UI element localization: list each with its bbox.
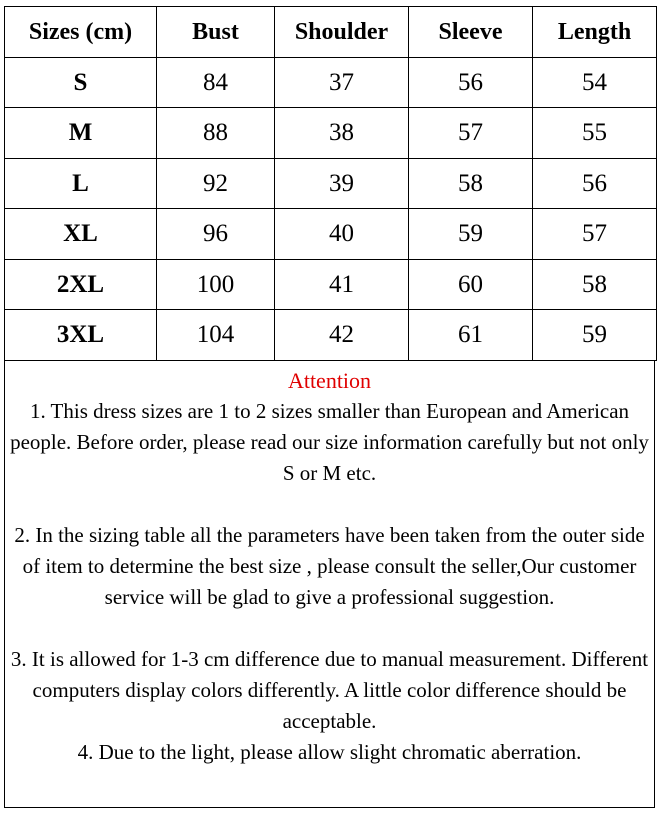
length-cell: 54 (533, 57, 657, 108)
sleeve-cell: 56 (409, 57, 533, 108)
bust-cell: 104 (157, 310, 275, 361)
note-item: 3. It is allowed for 1-3 cm difference due to manual measurement. Different computers display colors differently. A little color difference should be acceptable. (10, 647, 649, 733)
attention-title: Attention (287, 368, 372, 393)
size-cell: XL (5, 209, 157, 260)
shoulder-cell: 42 (275, 310, 409, 361)
shoulder-cell: 39 (275, 158, 409, 209)
attention-notes-box (4, 361, 655, 808)
header-sizes: Sizes (cm) (5, 7, 157, 58)
note-item: 2. In the sizing table all the parameters have been taken from the outer side of item to determine the best size , please consult the seller,Our customer service will be glad to give a professional suggestion. (14, 523, 645, 609)
sleeve-cell: 58 (409, 158, 533, 209)
sleeve-cell: 59 (409, 209, 533, 260)
length-cell: 55 (533, 108, 657, 159)
table-row (5, 209, 657, 260)
note-item: 1. This dress sizes are 1 to 2 sizes smaller than European and American people. Before order, please read our size information carefully but not only S or M etc. (10, 399, 649, 485)
length-cell: 56 (533, 158, 657, 209)
table-row (5, 158, 657, 209)
table-row (5, 108, 657, 159)
bust-cell: 92 (157, 158, 275, 209)
table-row (5, 310, 657, 361)
sleeve-cell: 61 (409, 310, 533, 361)
header-shoulder: Shoulder (275, 7, 409, 58)
length-cell: 58 (533, 259, 657, 310)
shoulder-cell: 41 (275, 259, 409, 310)
header-length: Length (533, 7, 657, 58)
size-table (4, 6, 657, 361)
header-sleeve: Sleeve (409, 7, 533, 58)
header-bust: Bust (157, 7, 275, 58)
bust-cell: 100 (157, 259, 275, 310)
bust-cell: 84 (157, 57, 275, 108)
size-cell: 2XL (5, 259, 157, 310)
size-cell: M (5, 108, 157, 159)
size-cell: 3XL (5, 310, 157, 361)
table-header-row (5, 7, 657, 58)
bust-cell: 96 (157, 209, 275, 260)
length-cell: 59 (533, 310, 657, 361)
bust-cell: 88 (157, 108, 275, 159)
shoulder-cell: 38 (275, 108, 409, 159)
length-cell: 57 (533, 209, 657, 260)
note-item: 4. Due to the light, please allow slight chromatic aberration. (77, 740, 582, 764)
size-cell: L (5, 158, 157, 209)
shoulder-cell: 40 (275, 209, 409, 260)
size-cell: S (5, 57, 157, 108)
shoulder-cell: 37 (275, 57, 409, 108)
table-row (5, 259, 657, 310)
sleeve-cell: 57 (409, 108, 533, 159)
sleeve-cell: 60 (409, 259, 533, 310)
table-row (5, 57, 657, 108)
